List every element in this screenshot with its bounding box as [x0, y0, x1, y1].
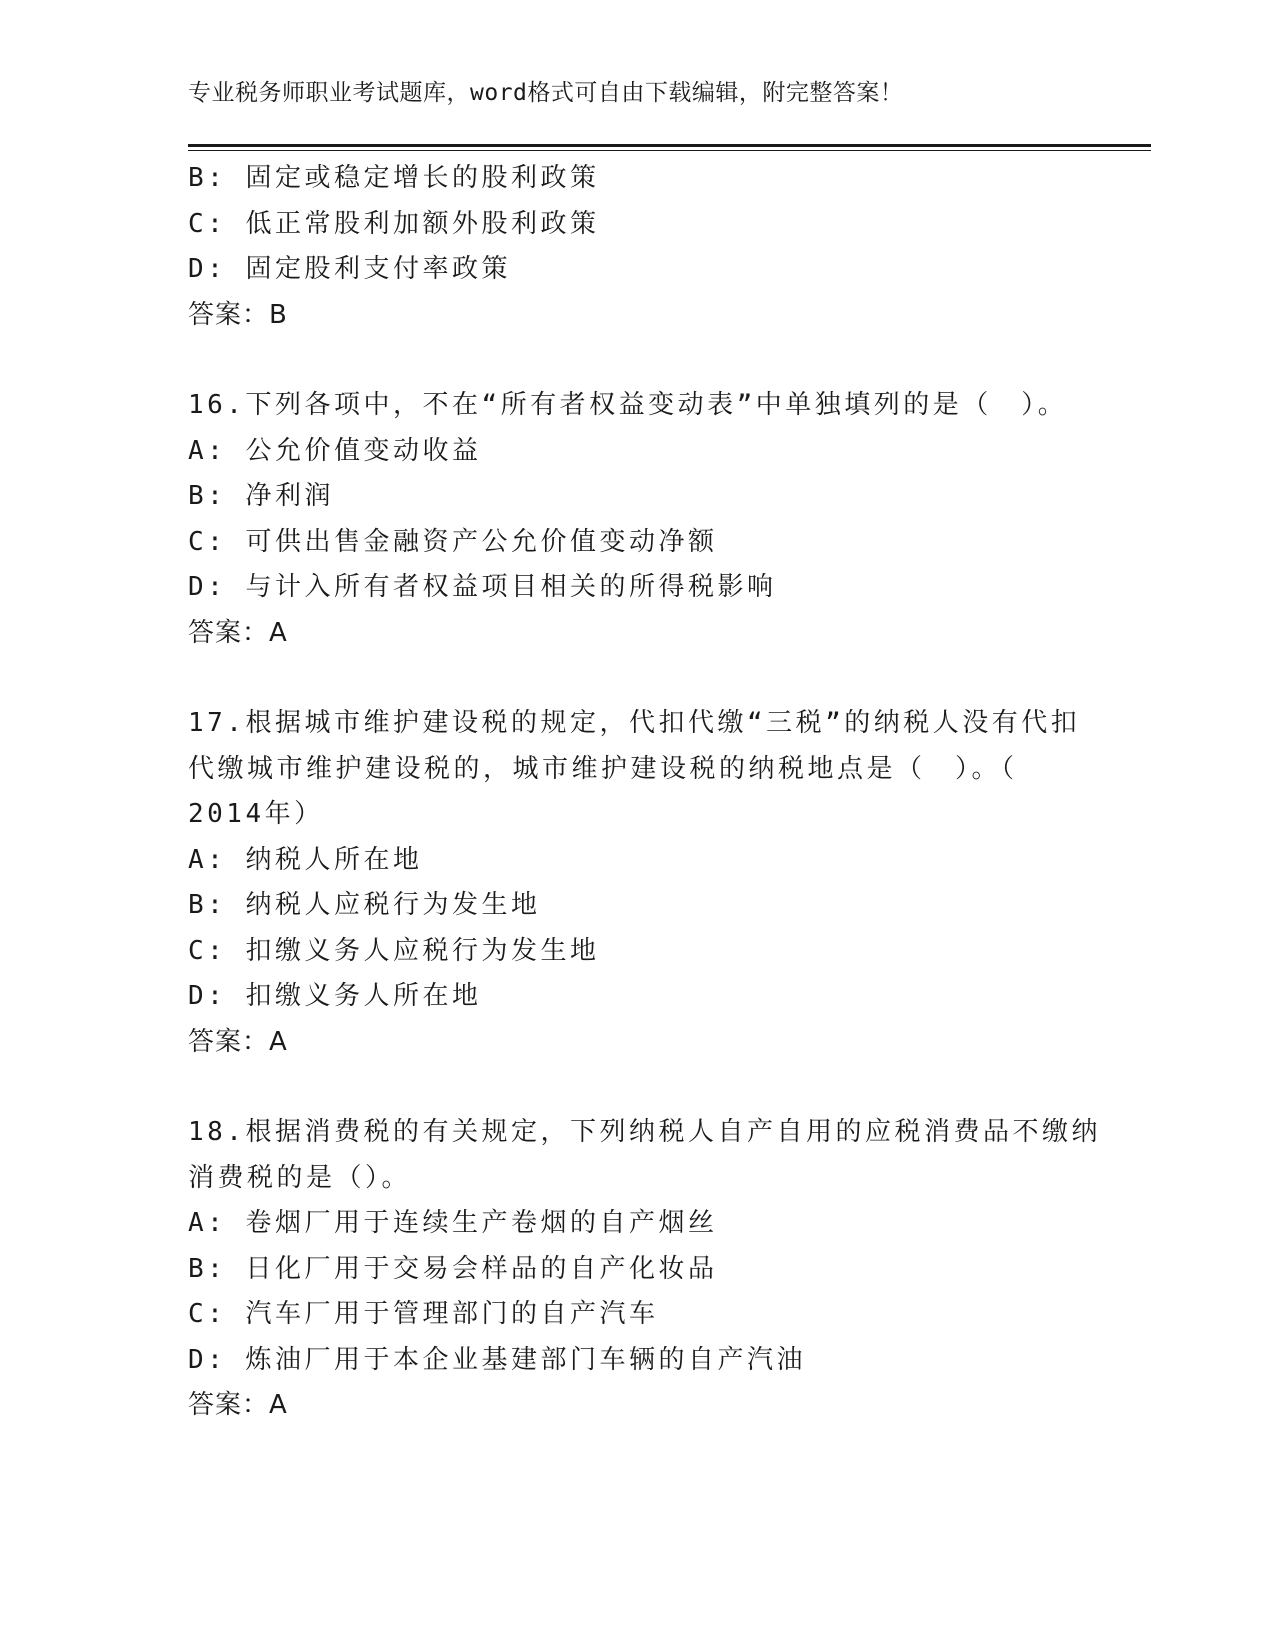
answer: 答案：A — [188, 1390, 288, 1420]
option-d: D: 与计入所有者权益项目相关的所得税影响 — [188, 572, 777, 602]
option-d: D: 固定股利支付率政策 — [188, 254, 511, 284]
question-stem: 代缴城市维护建设税的，城市维护建设税的纳税地点是（ ）。（ — [188, 753, 1018, 784]
header-rule-thin — [188, 150, 1151, 151]
spacer — [188, 338, 1088, 383]
page-header: 专业税务师职业考试题库，word格式可自由下载编辑，附完整答案！ — [188, 80, 904, 106]
question-content — [188, 156, 1101, 1429]
answer: 答案：B — [188, 299, 288, 330]
question-stem: 18.根据消费税的有关规定，下列纳税人自产自用的应税消费品不缴纳 — [188, 1117, 1101, 1147]
question-stem: 消费税的是（）。 — [188, 1162, 412, 1193]
option-a: A: 卷烟厂用于连续生产卷烟的自产烟丝 — [188, 1208, 718, 1238]
spacer — [188, 656, 1088, 701]
answer: 答案：A — [188, 617, 288, 648]
question-18 — [188, 1110, 1101, 1429]
question-stem: 17.根据城市维护建设税的规定，代扣代缴“三税”的纳税人没有代扣 — [188, 708, 1081, 738]
option-b: B: 净利润 — [188, 481, 334, 511]
option-c: C: 可供出售金融资产公允价值变动净额 — [188, 526, 718, 557]
question-16 — [188, 383, 1088, 656]
option-d: D: 炼油厂用于本企业基建部门车辆的自产汽油 — [188, 1344, 806, 1375]
option-c: C: 汽车厂用于管理部门的自产汽车 — [188, 1299, 659, 1329]
option-d: D: 扣缴义务人所在地 — [188, 981, 482, 1011]
option-b: B: 固定或稳定增长的股利政策 — [188, 163, 600, 193]
option-b: B: 日化厂用于交易会样品的自产化妆品 — [188, 1253, 718, 1284]
question-stem: 2014年） — [188, 799, 324, 829]
spacer — [188, 1065, 1088, 1110]
option-c: C: 扣缴义务人应税行为发生地 — [188, 935, 600, 966]
question-continued — [188, 156, 1088, 338]
option-a: A: 纳税人所在地 — [188, 844, 423, 875]
answer: 答案：A — [188, 1026, 288, 1057]
option-a: A: 公允价值变动收益 — [188, 435, 482, 466]
question-17 — [188, 701, 1088, 1065]
option-c: C: 低正常股利加额外股利政策 — [188, 208, 600, 239]
header-rule-thick — [188, 144, 1151, 147]
option-b: B: 纳税人应税行为发生地 — [188, 890, 541, 920]
question-stem: 16.下列各项中，不在“所有者权益变动表”中单独填列的是（ ）。 — [188, 390, 1068, 420]
